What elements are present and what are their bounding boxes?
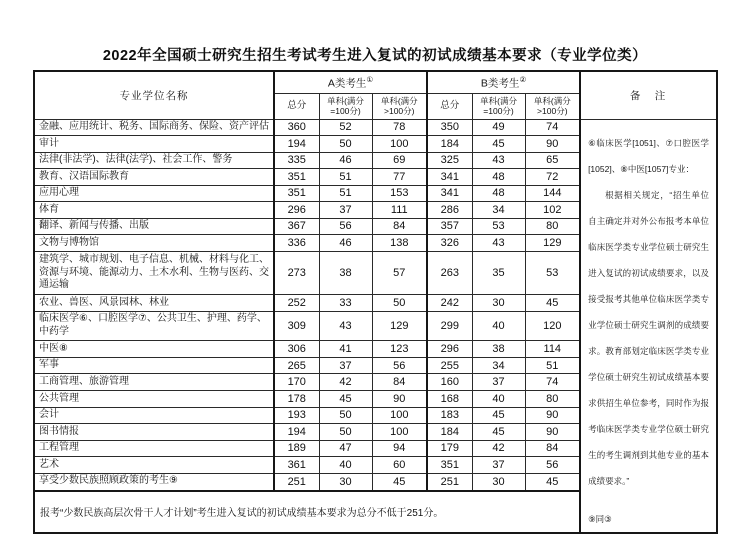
degree-name-cell: 工程管理 [34,440,274,457]
score-cell: 94 [372,440,427,457]
col-header-a-total: 总分 [274,93,319,119]
score-cell: 80 [525,218,580,235]
score-cell: 38 [472,341,525,358]
score-table-container [33,70,718,534]
score-cell: 50 [372,294,427,311]
score-cell: 51 [319,169,372,186]
score-cell: 84 [372,374,427,391]
score-cell: 100 [372,136,427,153]
score-cell: 129 [525,235,580,252]
degree-name-cell: 临床医学⑥、口腔医学⑦、公共卫生、护理、药学、中药学 [34,311,274,341]
page-title: 2022年全国硕士研究生招生考试考生进入复试的初试成绩基本要求（专业学位类） [102,48,648,64]
table-row [34,119,717,136]
score-cell: 306 [274,341,319,358]
score-cell: 183 [427,407,472,424]
score-cell: 120 [525,311,580,341]
degree-name-cell: 金融、应用统计、税务、国际商务、保险、资产评估 [34,119,274,136]
class-a-footnote-mark: ① [366,74,374,84]
score-cell: 194 [274,424,319,441]
score-cell: 30 [472,473,525,490]
score-cell: 351 [274,169,319,186]
score-cell: 153 [372,185,427,202]
score-cell: 296 [427,341,472,358]
score-cell: 43 [472,152,525,169]
score-cell: 50 [319,136,372,153]
score-cell: 100 [372,424,427,441]
score-cell: 45 [525,473,580,490]
score-cell: 251 [274,473,319,490]
remark-paragraph: 根据相关规定，“招生单位自主确定并对外公布报考本单位临床医学类专业学位硕士研究生进入复试的初试成绩要求，以及接受报考其他单位临床医学类专业学位硕士研究生调剂的成绩要求。教育部划定临床医学类专业学位硕士研究生初试成绩基本要求供招生单位参考，同时作为报考临床医学类专业学位硕士研究生的考生调剂到其他专业的基本成绩要求。” [588,189,710,486]
score-cell: 255 [427,357,472,374]
col-header-a-single-gt100 [372,93,427,119]
score-cell: 179 [427,440,472,457]
score-cell: 65 [525,152,580,169]
score-cell: 37 [319,202,372,219]
score-cell: 40 [472,311,525,341]
score-cell: 37 [472,457,525,474]
score-cell: 60 [372,457,427,474]
degree-name-cell: 享受少数民族照顾政策的考生⑨ [34,473,274,490]
score-cell: 286 [427,202,472,219]
remark-paragraph: ⑨同③ [588,513,612,524]
score-cell: 56 [525,457,580,474]
score-cell: 45 [319,391,372,408]
score-cell: 30 [319,473,372,490]
score-cell: 45 [472,407,525,424]
degree-name-cell: 翻译、新闻与传播、出版 [34,218,274,235]
score-cell: 138 [372,235,427,252]
class-b-label: B类考生 [480,77,520,89]
score-cell: 350 [427,119,472,136]
subheader-line: =100分) [330,106,361,116]
degree-name-cell: 艺术 [34,457,274,474]
degree-name-cell: 农业、兽医、风景园林、林业 [34,294,274,311]
score-cell: 361 [274,457,319,474]
score-cell: 351 [274,185,319,202]
score-cell: 184 [427,424,472,441]
score-cell: 52 [319,119,372,136]
score-cell: 50 [319,407,372,424]
score-cell: 90 [525,407,580,424]
score-cell: 45 [372,473,427,490]
score-cell: 309 [274,311,319,341]
degree-name-cell: 公共管理 [34,391,274,408]
col-header-b-single-100 [472,93,525,119]
score-cell: 35 [472,251,525,294]
score-table [33,70,718,534]
score-cell: 335 [274,152,319,169]
score-cell: 50 [319,424,372,441]
score-cell: 325 [427,152,472,169]
score-cell: 43 [319,311,372,341]
score-cell: 45 [525,294,580,311]
score-cell: 30 [472,294,525,311]
header-row-groups [34,71,717,93]
score-cell: 341 [427,185,472,202]
degree-name-cell: 审计 [34,136,274,153]
score-cell: 341 [427,169,472,186]
score-cell: 178 [274,391,319,408]
score-cell: 53 [525,251,580,294]
col-header-b-single-gt100 [525,93,580,119]
score-cell: 48 [472,185,525,202]
score-cell: 114 [525,341,580,358]
score-cell: 111 [372,202,427,219]
degree-name-cell: 应用心理 [34,185,274,202]
score-cell: 34 [472,357,525,374]
score-cell: 33 [319,294,372,311]
class-b-footnote-mark: ② [519,74,527,84]
score-cell: 72 [525,169,580,186]
score-cell: 170 [274,374,319,391]
score-cell: 299 [427,311,472,341]
score-cell: 84 [525,440,580,457]
table-body [34,119,717,533]
score-cell: 42 [319,374,372,391]
score-cell: 77 [372,169,427,186]
score-cell: 90 [372,391,427,408]
score-cell: 41 [319,341,372,358]
score-cell: 45 [472,424,525,441]
footnote-text: 报考“少数民族高层次骨干人才计划”考生进入复试的初试成绩基本要求为总分不低于251分。 [34,491,580,533]
score-cell: 263 [427,251,472,294]
subheader-line: 单科(满分 [480,95,517,106]
score-cell: 74 [525,119,580,136]
degree-name-cell: 法律(非法学)、法律(法学)、社会工作、警务 [34,152,274,169]
col-header-a-single-100 [319,93,372,119]
score-cell: 74 [525,374,580,391]
score-cell: 189 [274,440,319,457]
score-cell: 40 [472,391,525,408]
degree-name-cell: 军事 [34,357,274,374]
col-header-degree-name: 专业学位名称 [34,71,274,119]
score-cell: 78 [372,119,427,136]
class-a-label: A类考生 [327,77,367,89]
score-cell: 49 [472,119,525,136]
score-cell: 37 [319,357,372,374]
remarks-cell [580,119,717,533]
score-cell: 40 [319,457,372,474]
score-cell: 84 [372,218,427,235]
score-cell: 45 [472,136,525,153]
col-header-b-total: 总分 [427,93,472,119]
subheader-line: 单科(满分 [533,95,571,106]
score-cell: 168 [427,391,472,408]
score-cell: 100 [372,407,427,424]
score-cell: 42 [472,440,525,457]
score-cell: 357 [427,218,472,235]
score-cell: 160 [427,374,472,391]
score-cell: 273 [274,251,319,294]
score-cell: 296 [274,202,319,219]
score-cell: 56 [319,218,372,235]
degree-name-cell: 教育、汉语国际教育 [34,169,274,186]
score-cell: 102 [525,202,580,219]
subheader-line: =100分) [483,106,514,116]
score-cell: 51 [319,185,372,202]
degree-name-cell: 中医⑧ [34,341,274,358]
subheader-line: 单科(满分 [380,95,418,106]
score-cell: 90 [525,136,580,153]
score-cell: 265 [274,357,319,374]
degree-name-cell: 会计 [34,407,274,424]
score-cell: 37 [472,374,525,391]
score-cell: 123 [372,341,427,358]
score-cell: 34 [472,202,525,219]
degree-name-cell: 工商管理、旅游管理 [34,374,274,391]
col-header-class-b [427,71,580,93]
score-cell: 43 [472,235,525,252]
col-header-class-a [274,71,427,93]
score-cell: 144 [525,185,580,202]
score-cell: 326 [427,235,472,252]
degree-name-cell: 图书情报 [34,424,274,441]
score-cell: 46 [319,235,372,252]
degree-name-cell: 建筑学、城市规划、电子信息、机械、材料与化工、资源与环境、能源动力、土木水利、生物与医药、交通运输 [34,251,274,294]
score-cell: 184 [427,136,472,153]
score-cell: 46 [319,152,372,169]
score-cell: 193 [274,407,319,424]
subheader-line: >100分) [384,106,415,116]
score-cell: 53 [472,218,525,235]
score-cell: 351 [427,457,472,474]
score-cell: 51 [525,357,580,374]
score-cell: 129 [372,311,427,341]
degree-name-cell: 文物与博物馆 [34,235,274,252]
remark-paragraph: ⑥临床医学[1051]、⑦口腔医学[1052]、⑧中医[1057]专业： [588,137,710,174]
score-cell: 252 [274,294,319,311]
score-cell: 251 [427,473,472,490]
score-cell: 69 [372,152,427,169]
score-cell: 367 [274,218,319,235]
col-header-remarks: 备 注 [580,71,717,119]
score-cell: 336 [274,235,319,252]
score-cell: 194 [274,136,319,153]
score-cell: 57 [372,251,427,294]
subheader-line: 单科(满分 [327,95,364,106]
score-cell: 47 [319,440,372,457]
score-cell: 56 [372,357,427,374]
score-cell: 242 [427,294,472,311]
score-cell: 80 [525,391,580,408]
subheader-line: >100分) [537,106,568,116]
score-cell: 38 [319,251,372,294]
score-cell: 90 [525,424,580,441]
score-cell: 48 [472,169,525,186]
degree-name-cell: 体育 [34,202,274,219]
score-cell: 360 [274,119,319,136]
